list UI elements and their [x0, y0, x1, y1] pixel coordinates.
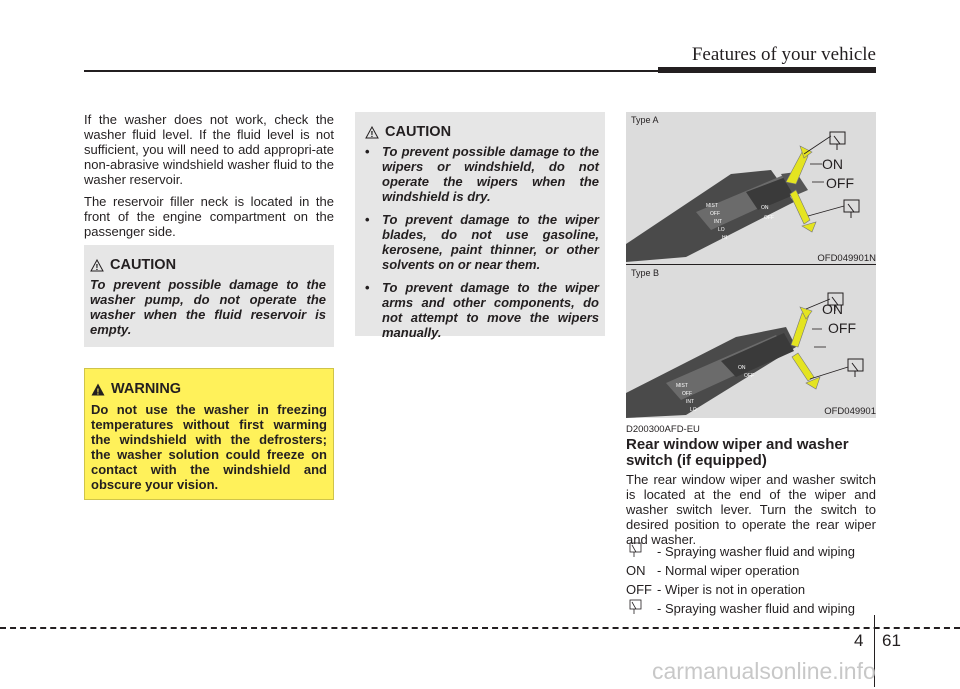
caution-triangle-icon — [90, 259, 104, 272]
warning-title: WARNING — [111, 381, 182, 397]
section-title: Features of your vehicle — [691, 44, 876, 65]
svg-text:LO: LO — [690, 407, 697, 413]
header-bar — [658, 67, 876, 73]
washer-spray-icon — [626, 599, 642, 615]
on-label: ON — [822, 156, 843, 172]
svg-text:INT: INT — [714, 219, 723, 225]
warning-text: Do not use the washer in freezing temperatures without first warming the windshield with the defrosters; the washer solution could freeze on contact with the windshield and obscure your vision. — [91, 402, 327, 492]
off-label: OFF — [828, 320, 856, 336]
svg-text:!: ! — [370, 129, 374, 139]
section-description: The rear window wiper and washer switch is located at the end of the wiper and washer switch lever. Turn the switch to desired position to operate the rear wiper and washer. — [626, 472, 876, 547]
svg-text:OFF: OFF — [744, 373, 754, 379]
figure-type-label: Type A — [631, 115, 659, 125]
washer-spray-icon — [626, 542, 642, 558]
svg-text:ON: ON — [738, 365, 746, 371]
switch-legend — [626, 542, 876, 618]
caution-heading — [365, 124, 451, 140]
svg-text:ON: ON — [761, 205, 769, 211]
svg-text:!: ! — [96, 387, 100, 396]
washer-spray-icon — [830, 132, 845, 150]
legend-key — [626, 542, 657, 561]
svg-text:OFF: OFF — [764, 215, 774, 221]
warning-heading — [91, 381, 181, 397]
switch-figure — [626, 112, 876, 418]
list-item: • To prevent damage to the wiper arms and other components, do not attempt to move the wipers manually. — [365, 280, 599, 340]
legend-text: - Normal wiper operation — [657, 563, 800, 578]
caution-title: CAUTION — [385, 124, 452, 140]
legend-row — [626, 580, 876, 599]
legend-key — [626, 599, 657, 618]
paragraph: If the washer does not work, check the washer fluid level. If the fluid level is not sufficient, you will need to add appropri-ate non-abrasive windshield washer fluid to the washer reservoir. — [84, 112, 334, 187]
paragraph: The reservoir filler neck is located in the front of the engine compartment on the passenger side. — [84, 194, 334, 239]
caution-title: CAUTION — [110, 257, 177, 273]
legend-row — [626, 561, 876, 580]
legend-text: - Spraying washer fluid and wiping — [657, 544, 855, 559]
caution-box — [84, 245, 334, 347]
warning-box — [84, 368, 334, 500]
footer-rule — [0, 627, 960, 629]
svg-text:!: ! — [95, 262, 99, 272]
legend-key: ON — [626, 563, 646, 578]
svg-text:OFF: OFF — [682, 391, 692, 397]
svg-text:LO: LO — [718, 227, 725, 233]
list-item: • To prevent possible damage to the wipers or windshield, do not operate the wipers when the windshield is dry. — [365, 144, 599, 204]
legend-row — [626, 599, 876, 618]
figure-type-label: Type B — [631, 268, 660, 278]
page-number: 61 — [882, 631, 901, 650]
caution-box-wipers — [355, 112, 605, 340]
caution-heading — [90, 257, 176, 273]
intro-text — [84, 112, 334, 246]
wiper-lever-illustration — [626, 265, 876, 418]
svg-text:HI: HI — [722, 235, 727, 241]
svg-text:INT: INT — [686, 399, 695, 405]
caution-triangle-icon — [365, 126, 379, 139]
washer-spray-icon — [844, 200, 859, 218]
figure-code: OFD049901 — [824, 406, 876, 417]
legend-text: - Spraying washer fluid and wiping — [657, 601, 855, 616]
section-code: D200300AFD-EU — [626, 424, 700, 435]
legend-key: OFF — [626, 582, 652, 597]
legend-row — [626, 542, 876, 561]
list-item: • To prevent damage to the wiper blades, do not use gasoline, kerosene, paint thinner, or other solvents on or near them. — [365, 212, 599, 272]
figure-code: OFD049901N — [817, 253, 876, 264]
svg-text:OFF: OFF — [710, 211, 720, 217]
section-heading: Rear window wiper and washer switch (if equipped) — [626, 436, 849, 469]
legend-text: - Wiper is not in operation — [657, 582, 806, 597]
caution-text: To prevent possible damage to the washer pump, do not operate the washer when the fluid reservoir is empty. — [90, 277, 326, 337]
header-rule — [84, 70, 658, 72]
watermark: carmanualsonline.info — [652, 658, 876, 684]
svg-text:MIST: MIST — [676, 383, 688, 389]
chapter-number: 4 — [854, 631, 864, 650]
warning-triangle-icon — [91, 383, 105, 396]
on-label: ON — [822, 301, 843, 317]
washer-spray-icon — [848, 359, 863, 377]
caution-list — [365, 144, 599, 348]
svg-text:MIST: MIST — [706, 203, 718, 209]
off-label: OFF — [826, 175, 854, 191]
